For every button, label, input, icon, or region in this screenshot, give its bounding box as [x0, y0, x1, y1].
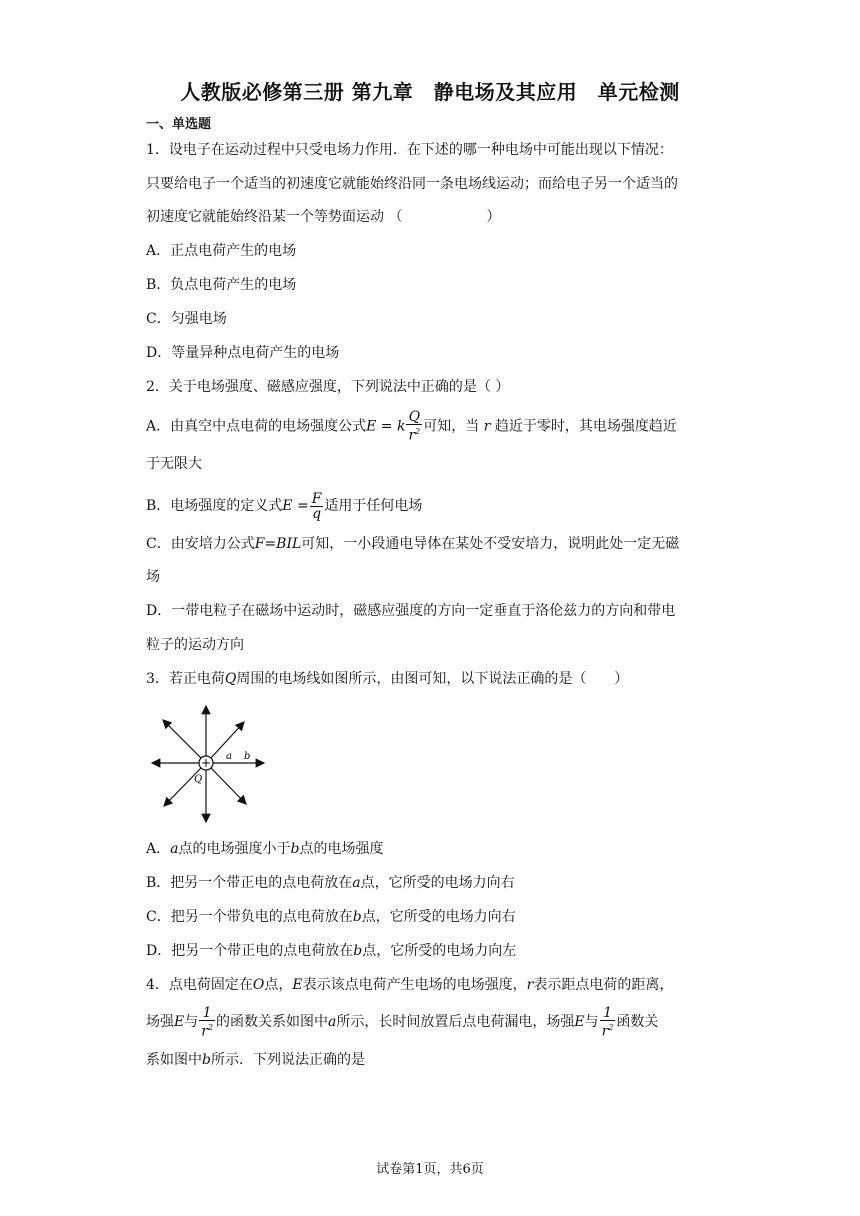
q2-a-r: r — [483, 418, 491, 435]
q2-c-formula: F=BIL — [254, 536, 302, 552]
section-heading: 一、单选题 — [146, 117, 212, 132]
q4-stem-line1: 4．点电荷固定在O点，E表示该点电荷产生电场的电场强度，r表示距点电荷的距离， — [146, 977, 674, 993]
q1-option-b: B．负点电荷产生的电场 — [146, 277, 297, 293]
q2-b-numerator: F — [311, 490, 322, 507]
q3-stem-q: Q — [224, 671, 237, 687]
point-b-label: b — [244, 751, 251, 762]
q2-b-fraction — [310, 492, 324, 521]
field-line-upleft — [163, 720, 201, 758]
page-title: 人教版必修第三册 第九章 静电场及其应用 单元检测 — [180, 80, 680, 104]
q1-stem-line3: 初速度它就能始终沿某一个等势面运动 （ ） — [146, 209, 501, 225]
q2-b-equation: E = — [282, 498, 309, 514]
q3-stem-text: 周围的电场线如图所示，由图可知，以下说法正确的是（ ） — [236, 671, 629, 687]
q2-c-text: 可知，一小段通电导体在某处不受安培力，说明此处一定无磁 — [301, 536, 680, 552]
q4-stem-line2: 场强E与 $\frac{1}{r^2}$ 的函数关系如图中a所示，长时间放置后点电荷漏电，场强E与 $\frac{1}{r^2}$ 函数关 — [146, 1004, 659, 1040]
q2-option-c-line1 — [146, 534, 679, 554]
field-line-downright — [211, 768, 246, 804]
page-footer: 试卷第1页，共6页 — [376, 1162, 484, 1177]
q2-a-numerator: Q — [406, 410, 422, 425]
q2-a-text1: 可知，当 — [423, 418, 480, 435]
charge-q-label: Q — [194, 774, 203, 785]
q2-option-a-line1 — [146, 410, 677, 443]
q2-b-prefix: B．电场强度的定义式 — [146, 498, 283, 514]
plus-sign: + — [200, 756, 212, 770]
q4-fraction-1: $\frac{1}{r^2}$ — [201, 1004, 214, 1040]
q2-option-d-line2: 粒子的运动方向 — [146, 637, 244, 653]
point-a-label: a — [226, 751, 232, 762]
q4-stem-line3: 系如图中b所示．下列说法正确的是 — [146, 1052, 365, 1068]
q2-option-b — [146, 490, 422, 522]
q1-option-c: C．匀强电场 — [146, 311, 227, 327]
q3-option-b: B．把另一个带正电的点电荷放在a点，它所受的电场力向右 — [146, 875, 515, 891]
q1-stem-line2: 只要给电子一个适当的初速度它就能始终沿同一条电场线运动；而给电子另一个适当的 — [146, 176, 678, 192]
q1-stem-line1: 1．设电子在运动过程中只受电场力作用．在下述的哪一种电场中可能出现以下情况： — [146, 142, 673, 158]
q2-b-denominator: q — [312, 505, 322, 522]
q2-option-c-line2: 场 — [146, 569, 160, 585]
q3-option-c: C．把另一个带负电的点电荷放在b点，它所受的电场力向右 — [146, 909, 516, 925]
q2-b-suffix: 适用于任何电场 — [324, 498, 423, 514]
q2-a-text2: 趋近于零时，其电场强度趋近 — [494, 418, 677, 435]
q2-option-d-line1: D．一带电粒子在磁场中运动时，磁感应强度的方向一定垂直于洛伦兹力的方向和带电 — [146, 603, 676, 619]
q2-a-fraction — [406, 410, 422, 443]
q2-a-prefix: A．由真空中点电荷的电场强度公式 — [146, 418, 367, 435]
q2-a-equation: E = k — [366, 418, 406, 435]
q2-option-a-line2: 于无限大 — [146, 456, 202, 472]
q1-option-a: A．正点电荷产生的电场 — [146, 243, 297, 259]
electric-field-diagram — [146, 700, 276, 830]
q3-option-a: A．a点的电场强度小于b点的电场强度 — [146, 841, 384, 857]
q3-stem — [146, 669, 628, 689]
q1-option-d: D．等量异种点电荷产生的电场 — [146, 345, 340, 361]
q2-stem: 2．关于电场强度、磁感应强度，下列说法中正确的是（ ） — [146, 379, 510, 395]
q4-fraction-2: $\frac{1}{r^2}$ — [601, 1004, 614, 1040]
q3-option-d: D．把另一个带正电的点电荷放在b点，它所受的电场力向左 — [146, 943, 517, 959]
q2-a-denominator: $r^2$ — [408, 427, 421, 444]
q2-c-prefix: C．由安培力公式 — [146, 536, 255, 552]
q3-stem-prefix: 3．若正电荷 — [146, 671, 225, 687]
